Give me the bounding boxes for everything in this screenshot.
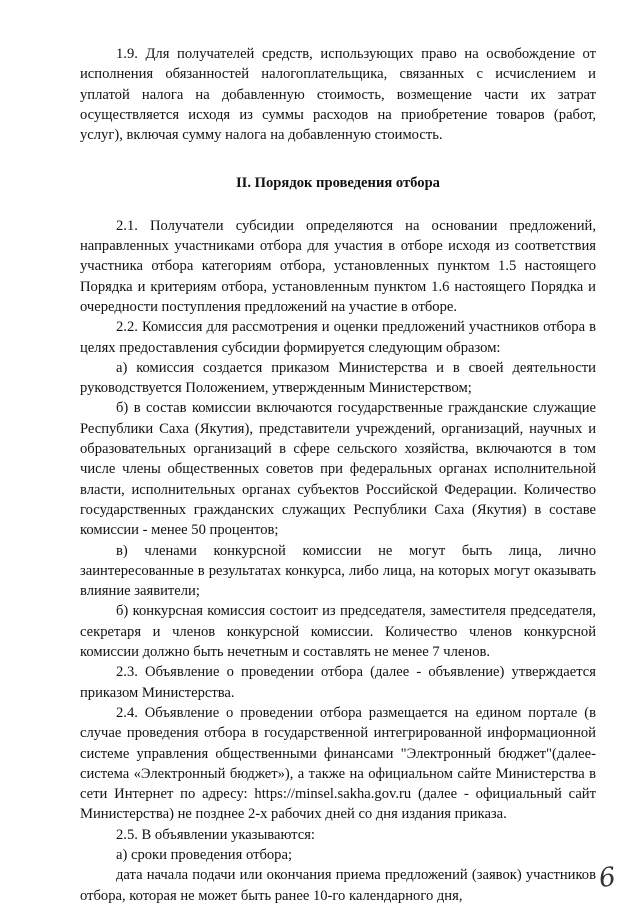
paragraph-2-5: 2.5. В объявлении указываются: bbox=[116, 826, 315, 843]
section-heading: II. Порядок проведения отбора bbox=[236, 175, 440, 192]
paragraph-2-1: 2.1. Получатели субсидии определяются на основании предложений, направленных участниками отбора для участия в отборе исходя из соответствия участника отбора категориям отбора, установленных пунктом 1.5 настоящего Порядка и критериям отбора, установленным пунктом 1.6 настоящего Порядка и очередности поступления предложений на участие в отборе. bbox=[80, 217, 596, 315]
paragraph-1-9: 1.9. Для получателей средств, использующих право на освобождение от исполнения обязанностей налогоплательщика, связанных с исчислением и уплатой налога на добавленную стоимость, возмещение части их затрат осуществляется исходя из суммы расходов на приобретение товаров (работ, услуг), включая сумму налога на добавленную стоимость. bbox=[80, 46, 596, 144]
document-body bbox=[80, 44, 596, 906]
paragraph-2-2-b: б) в состав комиссии включаются государственные гражданские служащие Республики Саха (Якутия), представители учреждений, организаций, научных и образовательных организаций в сфере сельского хозяйства, включаются в том числе члены общественных советов при федеральных органах исполнительной власти, исполнительных органах субъектов Российской Федерации. Количество государственных гражданских служащих Республики Саха (Якутия) в составе комиссии - менее 50 процентов; bbox=[80, 400, 596, 539]
paragraph-2-4: 2.4. Объявление о проведении отбора размещается на едином портале (в случае проведения отбора в государственной интегрированной информационной системе управления общественными финансами "Электронный бюджет"(далее- система «Электронный бюджет»), а также на официальном сайте Министерства в сети Интернет по адресу: https://minsel.sakha.gov.ru (далее - официальный сайт Министерства) не позднее 2-х рабочих дней со дня издания приказа. bbox=[80, 704, 596, 823]
paragraph-2-5-date: дата начала подачи или окончания приема предложений (заявок) участников отбора, которая не может быть ранее 10-го календарного дня, bbox=[80, 867, 596, 904]
paragraph-2-2-a: а) комиссия создается приказом Министерства и в своей деятельности руководствуется Положением, утвержденным Министерством; bbox=[80, 359, 596, 397]
paragraph-2-2-b2: б) конкурсная комиссия состоит из председателя, заместителя председателя, секретаря и членов конкурсной комиссии. Количество членов конкурсной комиссии должно быть нечетным и составлять не менее 7 членов. bbox=[80, 603, 596, 661]
paragraph-2-3: 2.3. Объявление о проведении отбора (далее - объявление) утверждается приказом Министерства. bbox=[80, 664, 596, 701]
paragraph-2-5-a: а) сроки проведения отбора; bbox=[116, 846, 293, 863]
paragraph-2-2-v: в) членами конкурсной комиссии не могут быть лица, лично заинтересованные в результатах конкурса, либо лица, на которых могут оказывать влияние заявители; bbox=[80, 542, 596, 600]
paragraph-2-2: 2.2. Комиссия для рассмотрения и оценки предложений участников отбора в целях предоставления субсидии формируется следующим образом: bbox=[80, 319, 596, 356]
page-number: 6 bbox=[597, 861, 619, 895]
